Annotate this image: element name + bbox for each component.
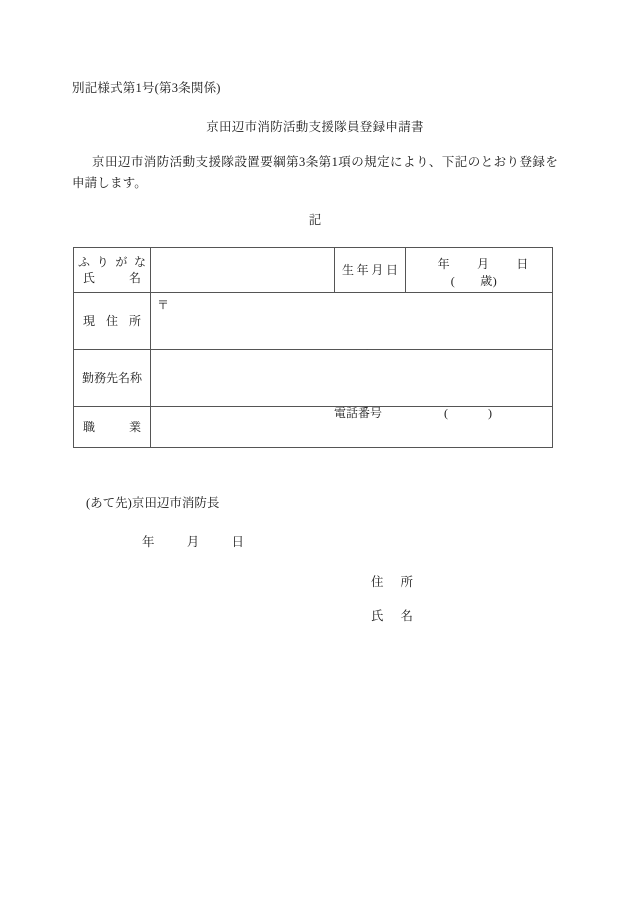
dob-value-field[interactable] [406,248,553,293]
table-row-workplace [74,350,553,407]
signature-address-label: 住所 [371,575,413,589]
address-label: 現住所 [83,314,141,328]
dob-label: 生年月日 [342,263,398,277]
dob-year-label: 年 [437,257,450,271]
ki-marker: 記 [308,213,322,227]
table-row-name [74,248,553,293]
date-year-label: 年 [142,535,155,549]
table-row-address [74,293,553,350]
address-label-cell [74,293,151,350]
occupation-label-cell [74,407,151,448]
addressee-line: (あて先)京田辺市消防長 [86,496,220,510]
signature-block [371,572,413,624]
dob-day-label: 日 [516,257,529,271]
workplace-value-field[interactable] [151,350,553,420]
name-value-field[interactable] [151,248,335,293]
submission-date-line [142,532,244,550]
applicant-info-table [73,247,553,448]
name-label-cell [74,248,151,293]
signature-name-row[interactable] [371,606,413,624]
signature-address-row[interactable] [371,572,413,590]
form-number: 別記様式第1号(第3条関係) [72,81,221,95]
dob-label-cell [335,248,406,293]
date-month-label: 月 [186,535,200,549]
document-title: 京田辺市消防活動支援隊員登録申請書 [206,120,424,134]
postal-code-icon: 〒 [157,298,170,312]
workplace-label: 勤務先名称 [81,371,142,385]
dob-month-label: 月 [476,257,489,271]
workplace-tel-label: 電話番号 [334,406,383,420]
application-body-paragraph: 京田辺市消防活動支援隊設置要綱第3条第1項の規定により、下記のとおり登録を申請します。 [72,155,558,190]
occupation-label: 職業 [83,420,141,434]
workplace-label-cell [74,350,151,407]
workplace-tel-paren: ( ) [444,406,493,420]
furigana-label: ふりがな [78,255,146,269]
signature-name-label: 氏名 [371,609,413,623]
dob-age-label: ( 歳) [450,274,498,288]
address-value-field[interactable] [151,293,553,350]
date-day-label: 日 [231,535,245,549]
name-label: 氏名 [83,271,141,285]
